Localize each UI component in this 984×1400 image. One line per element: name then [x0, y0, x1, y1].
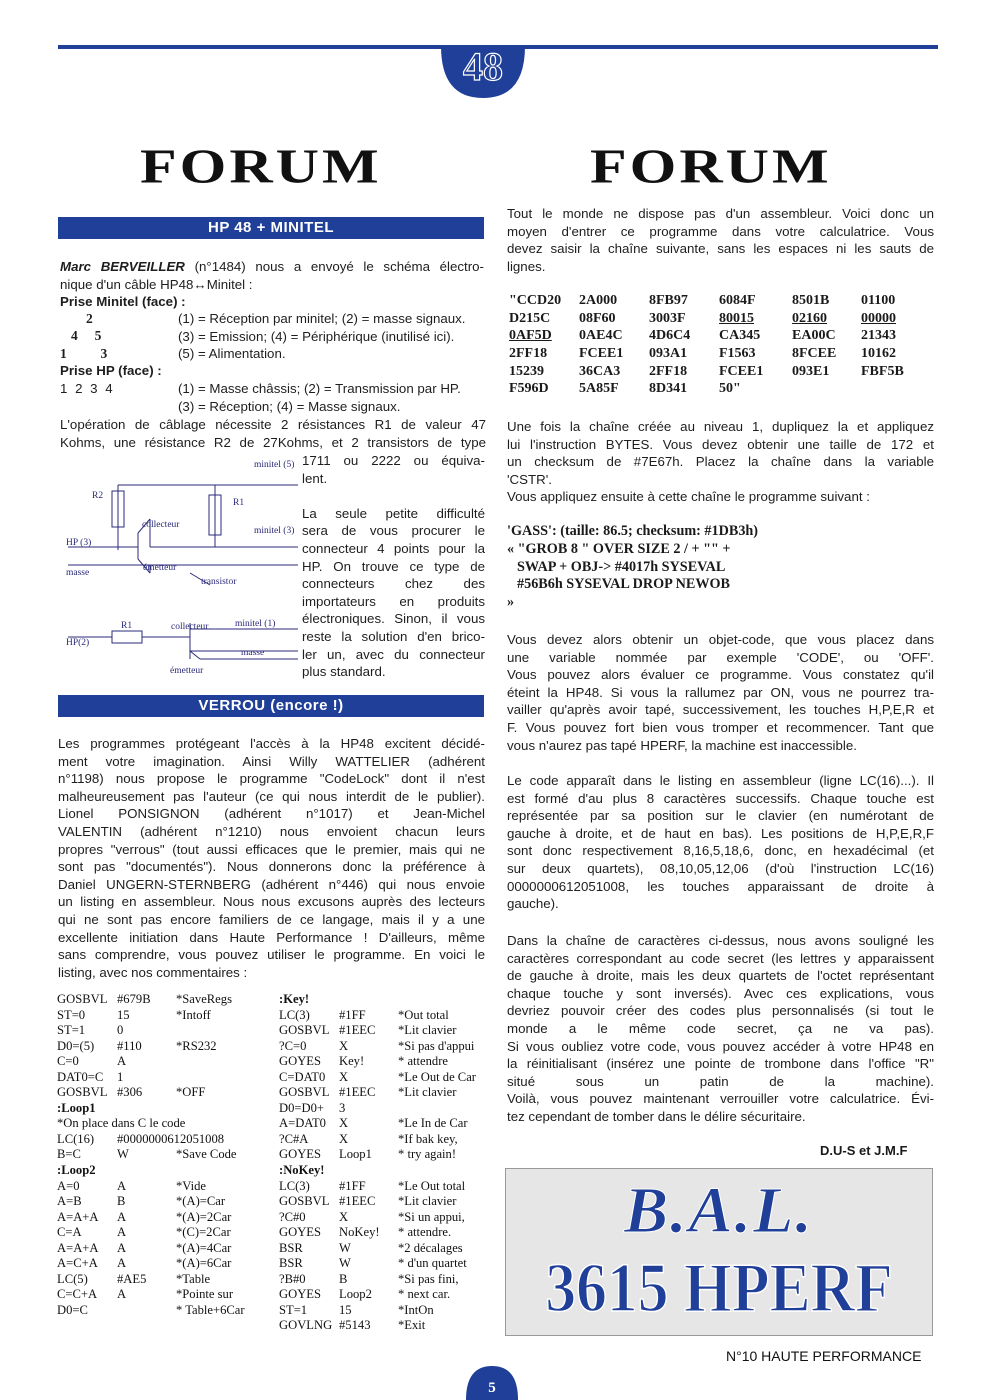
asm-op: ?B#0 — [279, 1271, 306, 1286]
asm-comment: *Le Out total — [398, 1178, 466, 1193]
verrou-line-13: sans comprendre, vous pouvez utiliser le programme. En voici le — [58, 947, 485, 963]
asm-comment: *Exit — [398, 1318, 426, 1333]
asm-comment: * d'un quartet — [398, 1256, 467, 1271]
intro-line-3: devez saisir la chaîne suivante, sans les espaces ni les sauts de — [507, 241, 934, 257]
intro-line-4: lignes. — [507, 258, 546, 274]
asm-op: GOSBVL — [279, 1023, 330, 1038]
para4-line-3: de gauche à droite, mais les deux quartets de l'octet représentant — [507, 968, 934, 984]
hex-cell: CA345 — [719, 328, 761, 344]
hex-cell: 50" — [719, 381, 741, 397]
paragraph-secret-code — [507, 932, 934, 1126]
label-masse2: masse — [241, 648, 265, 658]
para3-line-4: gauche à droite, et de haut en bas). Les positions de H,P,E,R,F — [507, 825, 934, 841]
para2-line-5: vailler qu'après avoir tapé, successivement, les touches H,P,E,R et — [507, 702, 934, 718]
asm-op: :Key! — [279, 992, 310, 1006]
asm-comment: * next car. — [398, 1287, 451, 1302]
label-minitel3: minitel (3) — [254, 526, 295, 536]
hp-legend — [178, 380, 461, 415]
para3-line-5: sont donc respectivement 8,16,5,18,6, donc, en hexadécimal (et — [507, 843, 934, 859]
page-badge-number: 48 — [463, 44, 503, 89]
verrou-line-10: un listing en assembleur. Nous nous excusons auprès des lecteurs — [58, 894, 485, 910]
minitel-pin-row3: 1 3 — [60, 346, 108, 361]
prise-minitel-heading: Prise Minitel (face) : — [60, 294, 186, 310]
hp-legend-2: (3) = Réception; (4) = Masse signaux. — [178, 398, 401, 414]
hex-cell: 3003F — [649, 310, 686, 326]
side-line-3 — [302, 487, 485, 505]
asm-comment: *(C)=2Car — [176, 1225, 231, 1240]
hex-cell: FCEE1 — [579, 346, 624, 362]
section1-intro — [60, 258, 484, 311]
minitel-legend-3: (5) = Alimentation. — [178, 346, 286, 362]
asm-comment: *Le In de Car — [398, 1116, 468, 1131]
asm-op: C=0 — [57, 1054, 79, 1069]
hex-cell: 5A85F — [579, 381, 619, 397]
asm-arg: W — [339, 1240, 351, 1255]
side-line-11: reste la solution d'en brico- — [302, 628, 485, 644]
asm-arg: X — [339, 1209, 349, 1224]
section-banner-hp48-minitel: HP 48 + MINITEL — [58, 217, 484, 239]
asm-comment: *RS232 — [176, 1038, 217, 1053]
hex-cell: 08F60 — [579, 310, 616, 326]
hex-cell: 01100 — [861, 293, 896, 308]
asm-comment: *Lit clavier — [398, 1085, 457, 1100]
asm-comment: *Lit clavier — [398, 1194, 457, 1209]
asm-op: GOSBVL — [279, 1085, 330, 1100]
hex-cell: 36CA3 — [579, 363, 621, 379]
hp-legend-1: (1) = Masse châssis; (2) = Transmission par HP. — [178, 381, 461, 396]
gass-program — [507, 523, 758, 612]
intro-line2: nique d'un câble HP48↔Minitel : — [60, 276, 253, 292]
hex-cell: 15239 — [509, 363, 544, 379]
para4-line-11: tez cependant de tomber dans le délire sécuritaire. — [507, 1108, 806, 1124]
signature: D.U-S et J.M.F — [820, 1143, 908, 1158]
asm-arg: #110 — [117, 1038, 142, 1053]
para2-line-6: F. Vous pouvez fort bien vous tromper et recommencer. Tant que — [507, 719, 934, 735]
asm-arg: NoKey! — [339, 1225, 380, 1240]
asm-comment: * try again! — [398, 1147, 457, 1162]
asm-arg: A — [117, 1178, 127, 1193]
asm-op: LC(3) — [279, 1007, 310, 1022]
cablage-text — [60, 416, 486, 451]
para3-line-8: gauche). — [507, 896, 559, 912]
hex-cell: 10162 — [861, 346, 896, 362]
asm-op: ST=1 — [279, 1302, 308, 1317]
gass-line: « "GROB 8 " OVER SIZE 2 / + "" + — [507, 540, 731, 557]
para3-line-2: est formé d'au plus 8 caractères successifs. Chaque touche est — [507, 790, 934, 806]
side-text — [302, 452, 485, 681]
asm-arg: #1EEC — [339, 1194, 376, 1209]
asm-comment: *Le Out de Car — [398, 1069, 476, 1084]
para3-line-6: sur deux quartets), 08,10,05,12,06 (d'où l'instruction LC(16) — [507, 860, 934, 876]
hex-cell: 2FF18 — [509, 346, 548, 362]
verrou-line-1: Les programmes protégeant l'accès à la HP48 excitent décidé- — [58, 736, 485, 751]
bytes-line-1: Une fois la chaîne créée au niveau 1, dupliquez la et appliquez — [507, 419, 934, 434]
asm-op: D0=C — [57, 1302, 88, 1317]
asm-arg: #1FF — [339, 1007, 366, 1022]
hex-cell: EA00C — [792, 328, 836, 344]
asm-arg: #1EEC — [339, 1023, 376, 1038]
asm-op: LC(3) — [279, 1178, 310, 1193]
asm-arg: Key! — [339, 1054, 365, 1069]
asm-op: GOSBVL — [279, 1194, 330, 1209]
asm-arg: W — [117, 1147, 129, 1162]
hex-cell: 8FB97 — [649, 293, 688, 308]
label-masse1: masse — [66, 568, 90, 578]
hex-cell: 8D341 — [649, 381, 688, 397]
para4-line-10: Voilà, vous pouvez maintenant verrouiller votre calculatrice. Évi- — [507, 1091, 934, 1107]
minitel-legend-2: (3) = Emission; (4) = Périphérique (inutilisé ici). — [178, 328, 455, 344]
bal-title: B.A.L. — [624, 1174, 814, 1247]
verrou-line-4: malheureusement pas l'auteur (ce qui nous interdit de le publier). — [58, 788, 485, 804]
para4-line-4: chaque touche y sont inversés). Avec ces explications, vous — [507, 985, 934, 1001]
label-r2: R2 — [92, 491, 104, 501]
para3-line-7: 0000000612051008, les touches apparaissant de droite à — [507, 878, 934, 894]
section-banner-verrou: VERROU (encore !) — [58, 695, 484, 717]
hex-cell: 0AF5D — [509, 328, 552, 344]
asm-op: C=C+A — [57, 1287, 98, 1302]
verrou-line-12: excellente initiation dans Haute Performance ! D'ailleurs, même — [58, 929, 485, 945]
asm-op: BSR — [279, 1256, 303, 1271]
side-line-7: HP. On trouve ce type de — [302, 558, 485, 574]
para3-line-1: Le code apparaît dans le listing en assembleur (ligne LC(16)...). Il — [507, 773, 934, 788]
asm-arg: #1FF — [339, 1178, 366, 1193]
bytes-line-4: 'CSTR'. — [507, 471, 552, 487]
para4-line-5: devriez pouvoir créer des codes plus personnalisés (si tout le — [507, 1003, 934, 1019]
hp-pins: 1 2 3 4 — [60, 381, 115, 396]
asm-op: D0=D0+ — [279, 1100, 324, 1115]
asm-op: B=C — [57, 1147, 81, 1162]
side-line-10: électroniques. Sinon, il vous — [302, 611, 485, 627]
asm-arg: 1 — [117, 1069, 124, 1084]
bal-number: 3615 HPERF — [545, 1250, 893, 1327]
minitel-pin-row2: 4 5 — [71, 328, 102, 343]
asm-arg: Loop1 — [339, 1147, 372, 1162]
verrou-line-9: Daniel UNGERN-STERNBERG (adhérent n°446) qui nous envoie — [58, 876, 485, 892]
asm-comment: *Out total — [398, 1007, 449, 1022]
side-line-6: connecteur 4 points pour la — [302, 540, 485, 556]
asm-arg: 3 — [339, 1100, 346, 1115]
verrou-text — [58, 735, 485, 981]
hex-cell: F1563 — [719, 346, 756, 362]
para4-line-7: Si vous oubliez votre code, vous pouvez accéder à votre HP48 en — [507, 1038, 934, 1054]
asm-comment: *(A)=4Car — [176, 1240, 232, 1255]
asm-op: A=C+A — [57, 1256, 98, 1271]
prise-hp-heading: Prise HP (face) : — [60, 363, 162, 378]
side-line-1: 1711 ou 2222 ou équiva- — [302, 453, 485, 468]
hex-cell: 2FF18 — [649, 363, 688, 379]
gass-line: 'GASS': (taille: 86.5; checksum: #1DB3h) — [507, 523, 759, 539]
asm-op: C=A — [57, 1225, 82, 1240]
minitel-legend-1: (1) = Réception par minitel; (2) = masse signaux. — [178, 311, 466, 326]
asm-arg: #306 — [117, 1085, 143, 1100]
asm-op: A=A+A — [57, 1240, 99, 1255]
asm-arg: #1EEC — [339, 1085, 376, 1100]
asm-op: GOYES — [279, 1287, 321, 1302]
asm-op: BSR — [279, 1240, 303, 1255]
intro-line1: (n°1484) nous a envoyé le schéma électro- — [184, 259, 484, 274]
asm-arg: #679B — [117, 992, 151, 1006]
asm-arg: A — [117, 1209, 127, 1224]
asm-op: A=DAT0 — [279, 1116, 326, 1131]
verrou-line-7: propres "verrous" (tout aussi efficaces que le premier, mais qui ne — [58, 841, 485, 857]
asm-comment: *If bak key, — [398, 1131, 458, 1146]
asm-op: ?C=0 — [279, 1038, 307, 1053]
asm-arg: A — [117, 1240, 127, 1255]
para4-line-1: Dans la chaîne de caractères ci-dessus, nous avons souligné les — [507, 933, 934, 948]
hex-cell: 0AE4C — [579, 328, 623, 344]
label-minitel5: minitel (5) — [254, 460, 295, 470]
asm-arg: 15 — [339, 1302, 352, 1317]
para4-line-2: caractères correspondant au code secret (les lettres y apparaissent — [507, 950, 934, 966]
para2-line-7: vous n'aurez pas tapé HPERF, la machine est inaccessible. — [507, 737, 857, 753]
side-line-5: sera de vous procurer le — [302, 523, 485, 539]
asm-op: D0=(5) — [57, 1038, 95, 1053]
right-intro — [507, 205, 934, 275]
verrou-line-14: listing, avec nos commentaires : — [58, 964, 248, 980]
hex-cell: 093E1 — [792, 363, 830, 379]
asm-op: *On place dans C le code — [57, 1116, 186, 1131]
asm-arg: X — [339, 1038, 349, 1053]
hex-cell: 8501B — [792, 293, 830, 308]
intro-line-1: Tout le monde ne dispose pas d'un assembleur. Voici donc un — [507, 206, 934, 221]
label-r1-bottom: R1 — [121, 621, 133, 631]
asm-comment: *Si un appui, — [398, 1209, 465, 1224]
verrou-line-11: qui ne sont pas encore familiers de ce langage, mais il y a une — [58, 911, 485, 927]
gass-line: » — [507, 594, 515, 611]
hex-cell: 093A1 — [649, 346, 688, 362]
label-r1-top: R1 — [233, 498, 245, 508]
para4-line-9: situé sous un patin de la machine). — [507, 1073, 934, 1089]
label-emetteur1: émetteur — [143, 563, 177, 573]
asm-comment: * attendre — [398, 1054, 448, 1069]
asm-arg: B — [117, 1194, 126, 1209]
asm-comment: *Save Code — [176, 1147, 237, 1162]
asm-op: C=DAT0 — [279, 1069, 326, 1084]
minitel-pin-row1: 2 — [86, 311, 93, 326]
asm-comment: *Si pas fini, — [398, 1271, 459, 1286]
asm-arg: X — [339, 1069, 349, 1084]
verrou-line-6: VALENTIN (adhérent n°1210) nous envoient chacun leurs — [58, 823, 485, 839]
asm-op: ?C#A — [279, 1131, 309, 1146]
gass-line: SWAP + OBJ-> #4017h SYSEVAL — [517, 558, 726, 575]
asm-op: GOYES — [279, 1054, 321, 1069]
side-line-2: lent. — [302, 470, 328, 486]
asm-arg: W — [339, 1256, 351, 1271]
asm-arg: #5143 — [339, 1318, 371, 1333]
hex-cell: 2A000 — [579, 293, 618, 308]
asm-op: DAT0=C — [57, 1069, 104, 1084]
title-left: FORUM — [140, 138, 382, 193]
asm-op: LC(16) — [57, 1131, 95, 1146]
asm-op: ST=0 — [57, 1007, 86, 1022]
asm-comment: *SaveRegs — [176, 992, 232, 1006]
verrou-line-2: ment votre imagination. Ainsi Willy WATTELIER (adhérent — [58, 753, 485, 769]
label-emetteur2: émetteur — [170, 666, 204, 676]
para4-line-8: la réinitialisant (insérez une pointe de trombone dans l'office "R" — [507, 1056, 934, 1072]
asm-comment: *(A)=2Car — [176, 1209, 232, 1224]
bytes-line-5: Vous appliquez ensuite à cette chaîne le programme suivant : — [507, 489, 870, 505]
asm-comment: *OFF — [176, 1085, 206, 1100]
asm-op: GOVLNG — [279, 1318, 333, 1333]
label-minitel1: minitel (1) — [235, 619, 276, 629]
hex-cell: 80015 — [719, 310, 754, 326]
side-line-13: plus standard. — [302, 664, 386, 680]
asm-arg: A — [117, 1287, 127, 1302]
bytes-line-2: lui l'instruction BYTES. Vous devez obtenir une taille de 172 et — [507, 436, 934, 452]
asm-op: ?C#0 — [279, 1209, 306, 1224]
hex-cell: FBF5B — [861, 363, 904, 379]
hex-cell: 02160 — [792, 310, 827, 326]
hex-cell: 4D6C4 — [649, 328, 691, 344]
asm-arg: #AE5 — [117, 1271, 147, 1286]
asm-op: :Loop1 — [57, 1100, 96, 1115]
cablage-line1: L'opération de câblage nécessite 2 résistances R1 de valeur 47 — [60, 417, 486, 432]
asm-arg: A — [117, 1256, 127, 1271]
asm-comment: *Si pas d'appui — [398, 1038, 475, 1053]
para2-line-2: une variable nommée par exemple 'CODE', ou 'OFF'. — [507, 649, 934, 665]
intro-line-2: moyen d'entrer ce programme dans votre calculatrice. Vous — [507, 223, 934, 239]
hex-cell: 21343 — [861, 328, 896, 344]
asm-comment: *(A)=6Car — [176, 1256, 232, 1271]
asm-comment: *(A)=Car — [176, 1194, 226, 1209]
asm-arg: Loop2 — [339, 1287, 372, 1302]
verrou-line-3: n°1198) nous propose le programme "CodeLock" dont il n'est — [58, 771, 485, 787]
asm-op: A=B — [57, 1194, 82, 1209]
bal-advert — [505, 1168, 933, 1336]
asm-comment: *Pointe sur — [176, 1287, 234, 1302]
asm-op: LC(5) — [57, 1271, 88, 1286]
asm-op: GOSBVL — [57, 1085, 108, 1100]
page-number: 5 — [488, 1380, 496, 1396]
issue-footer: N°10 HAUTE PERFORMANCE — [726, 1348, 922, 1364]
asm-op: :Loop2 — [57, 1163, 96, 1178]
asm-comment: *Lit clavier — [398, 1023, 457, 1038]
paragraph-code-object — [507, 631, 934, 754]
asm-op: ST=1 — [57, 1023, 86, 1038]
asm-comment: *Table — [176, 1271, 211, 1286]
asm-op: GOSBVL — [57, 992, 108, 1006]
verrou-line-5: Lionel PONSIGNON (adhérent n°1017) et Jean-Michel — [58, 806, 485, 822]
author-name: Marc BERVEILLER — [60, 259, 185, 274]
asm-comment: * attendre. — [398, 1225, 452, 1240]
bytes-paragraph — [507, 418, 934, 506]
cablage-line2: Kohms, une résistance R2 de 27Kohms, et 2 transistors de type — [60, 434, 486, 450]
hex-cell: F596D — [509, 381, 549, 397]
asm-arg: A — [117, 1225, 127, 1240]
asm-comment: *Vide — [176, 1178, 207, 1193]
page-number-badge — [466, 1362, 518, 1400]
label-hp2: HP(2) — [66, 638, 90, 648]
asm-op: :NoKey! — [279, 1163, 325, 1178]
hex-cell: FCEE1 — [719, 363, 764, 379]
asm-comment: *Intoff — [176, 1007, 211, 1022]
para3-line-3: représentée par sa position sur le clavier (en numérotant de — [507, 808, 934, 824]
asm-arg: X — [339, 1131, 349, 1146]
para2-line-4: éteint la HP48. Si vous la rallumez par ON, vous ne pourrez tra- — [507, 684, 934, 700]
asm-op: A=A+A — [57, 1209, 99, 1224]
hex-cell: D215C — [509, 310, 551, 326]
asm-op: GOYES — [279, 1147, 321, 1162]
asm-arg: X — [339, 1116, 349, 1131]
label-collecteur-top: collecteur — [142, 520, 180, 530]
hex-cell: 6084F — [719, 293, 756, 308]
side-line-12: ler un, avec du connecteur — [302, 646, 485, 662]
asm-comment: *IntOn — [398, 1302, 434, 1317]
hex-cell: "CCD20 — [509, 293, 562, 308]
asm-comment: *2 décalages — [398, 1240, 463, 1255]
bytes-line-3: un checksum de #7E67h. Placez la chaîne dans la variable — [507, 454, 934, 470]
asm-arg: A — [117, 1054, 127, 1069]
para4-line-6: monde a le même code secret, ça ne va pas). — [507, 1020, 934, 1036]
label-hp3: HP (3) — [66, 538, 92, 548]
para2-line-1: Vous devez alors obtenir un objet-code, que vous placez dans — [507, 632, 934, 647]
side-line-8: connecteurs chez des — [302, 576, 485, 592]
hex-cell: 00000 — [861, 310, 896, 326]
verrou-line-8: sont pas "documentés"). Nous donnerons donc la préférence à — [58, 859, 485, 875]
side-line-4: La seule petite difficulté — [302, 505, 485, 521]
label-collecteur-bottom: collecteur — [171, 622, 209, 632]
side-line-9: importateurs en produits — [302, 593, 485, 609]
asm-arg: 0 — [117, 1023, 124, 1038]
asm-op: A=0 — [57, 1178, 80, 1193]
asm-comment: * Table+6Car — [176, 1302, 245, 1317]
paragraph-code-explained — [507, 772, 934, 913]
page-badge — [439, 40, 527, 100]
hex-cell: 8FCEE — [792, 346, 837, 362]
asm-arg: B — [339, 1271, 348, 1286]
title-right: FORUM — [590, 138, 832, 193]
asm-arg: #0000000612051008 — [117, 1131, 225, 1146]
label-transistor: transistor — [201, 577, 237, 587]
asm-arg: 15 — [117, 1007, 130, 1022]
asm-op: GOYES — [279, 1225, 321, 1240]
para2-line-3: Vous pouvez alors évaluer ce programme. Vous constatez qu'il — [507, 667, 934, 683]
gass-line: #56B6h SYSEVAL DROP NEWOB — [517, 576, 731, 593]
minitel-legend — [178, 310, 466, 363]
